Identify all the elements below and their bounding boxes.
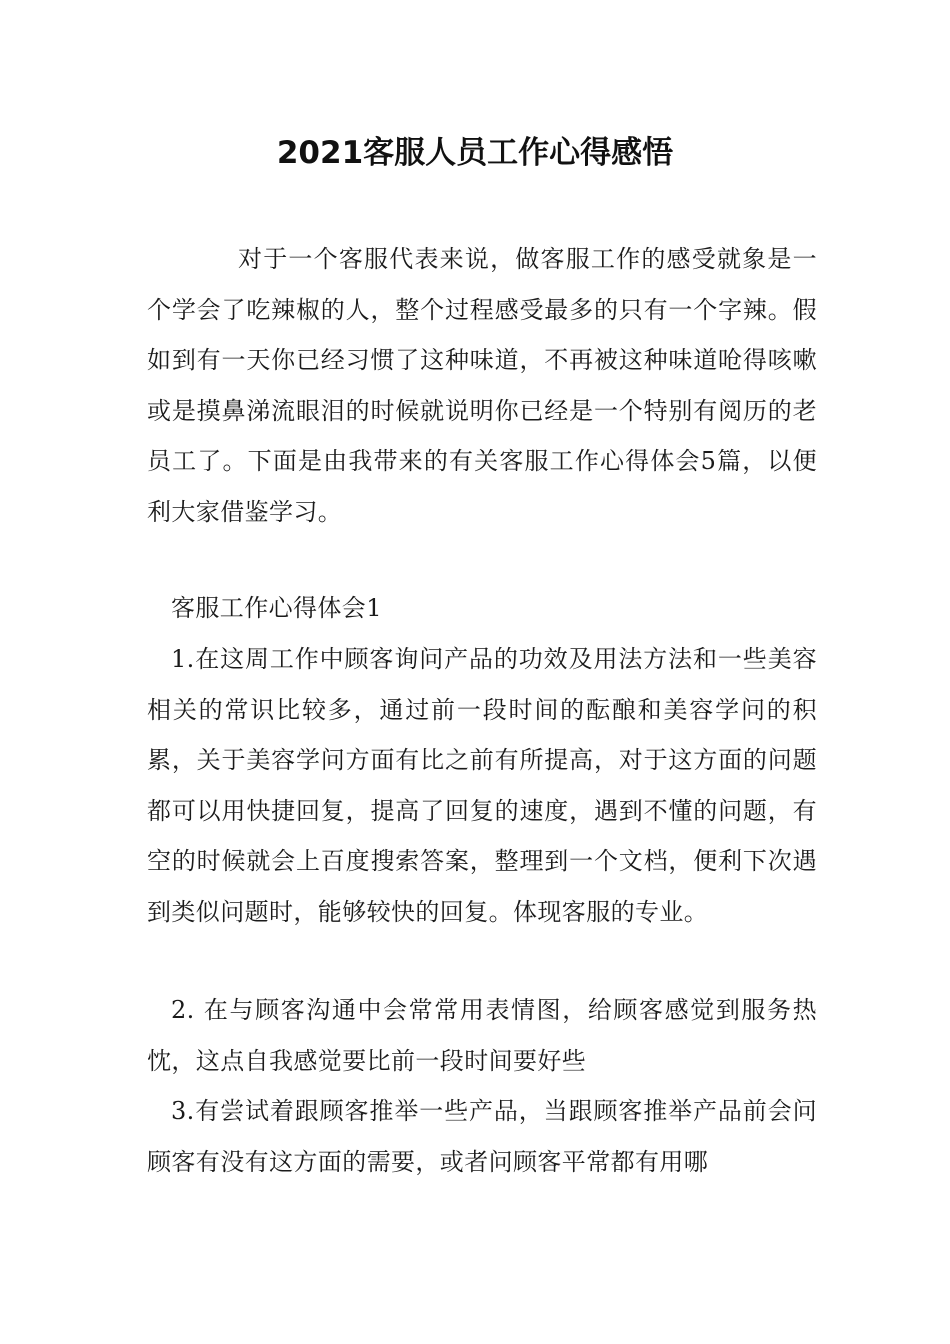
section-heading: 客服工作心得体会1 <box>171 594 382 622</box>
intro-paragraph: 对于一个客服代表来说，做客服工作的感受就象是一个学会了吃辣椒的人，整个过程感受最多的只有一个字辣。假如到有一天你已经习惯了这种味道，不再被这种味道呛得咳嗽或是摸鼻涕流眼泪的时候就说明你已经是一个特别有阅历的老员工了。下面是由我带来的有关客服工作心得体会5篇，以便利大家借鉴学习。 <box>147 245 817 526</box>
document-title: 2021客服人员工作心得感悟 <box>276 135 674 171</box>
list-item: 2. 在与顾客沟通中会常常用表情图，给顾客感觉到服务热忱，这点自我感觉要比前一段时间要好些 <box>147 996 817 1075</box>
list-item: 1.在这周工作中顾客询问产品的功效及用法方法和一些美容相关的常识比较多，通过前一段时间的酝酿和美容学问的积累，关于美容学问方面有比之前有所提高，对于这方面的问题都可以用快捷回复，提高了回复的速度，遇到不懂的问题，有空的时候就会上百度搜索答案，整理到一个文档，便利下次遇到类似问题时，能够较快的回复。体现客服的专业。 <box>147 645 817 926</box>
list-item: 3.有尝试着跟顾客推举一些产品，当跟顾客推举产品前会问顾客有没有这方面的需要，或者问顾客平常都有用哪 <box>147 1097 817 1176</box>
